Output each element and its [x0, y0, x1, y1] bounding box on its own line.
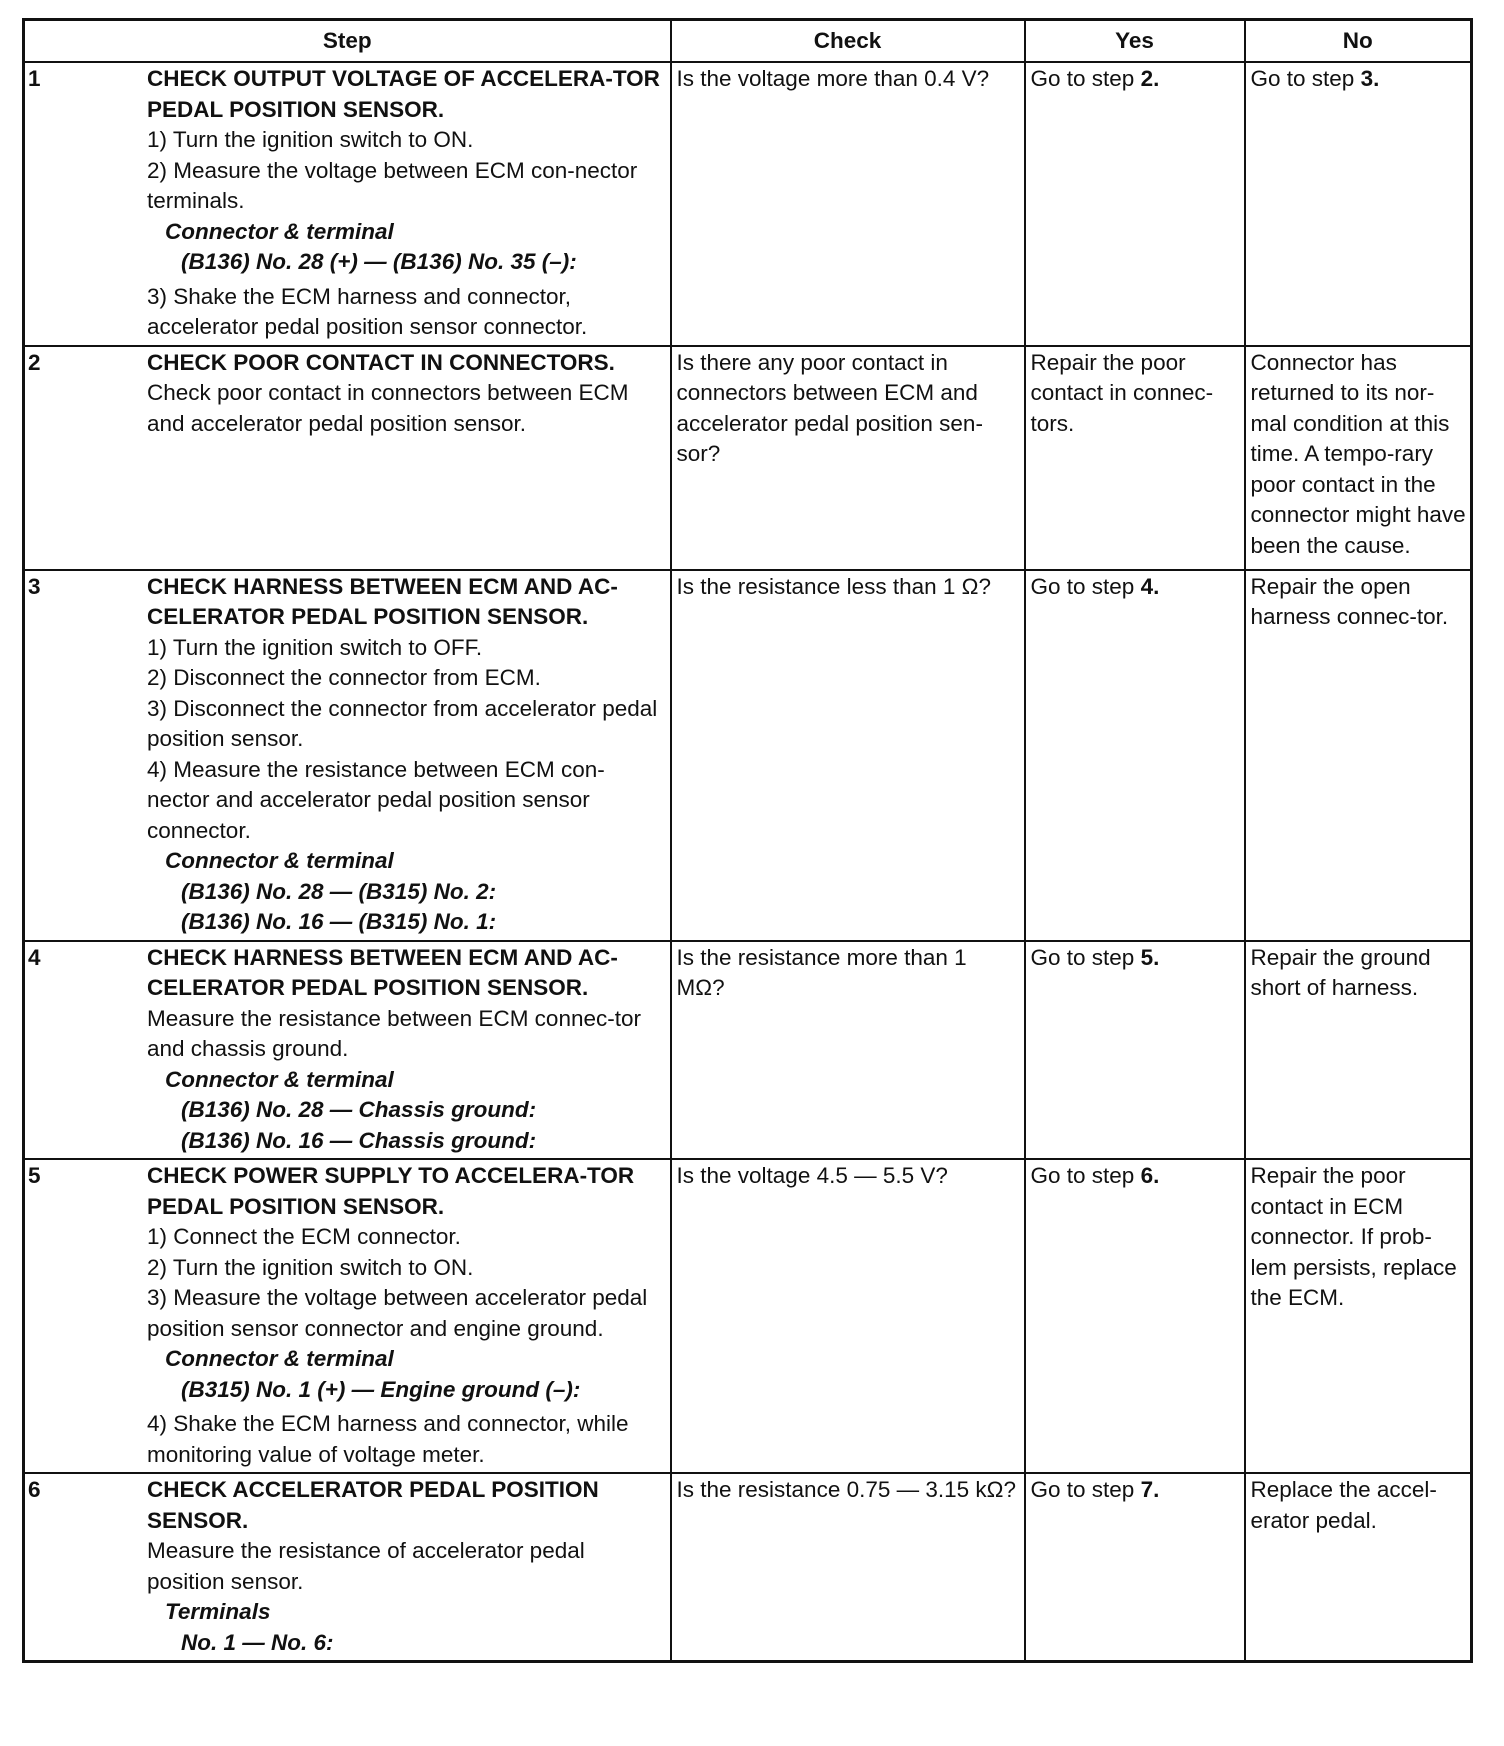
- step-cell: [24, 346, 671, 570]
- yes-cell: [1025, 1473, 1245, 1662]
- connector-terminal-label: Connector & terminal: [165, 1066, 394, 1092]
- connector-terminal-spec: (B136) No. 28 (+) — (B136) No. 35 (–):: [181, 249, 577, 274]
- header-no: No: [1245, 20, 1472, 63]
- step-title: CHECK POOR CONTACT IN CONNECTORS.: [147, 349, 615, 375]
- yes-step-ref: 4.: [1140, 573, 1160, 599]
- yes-step-ref: 5.: [1140, 944, 1160, 970]
- table-row: [24, 570, 1472, 941]
- table-row: [24, 346, 1472, 570]
- step-instruction: 4) Measure the resistance between ECM con-nector and accelerator pedal position sensor connector.: [147, 756, 605, 843]
- step-number: 2: [28, 349, 41, 375]
- no-text: Go to step: [1250, 66, 1361, 91]
- yes-text: Go to step: [1030, 1477, 1141, 1502]
- yes-cell: [1025, 570, 1245, 941]
- no-cell: Connector has returned to its nor-mal condition at this time. A tempo-rary poor contact in the connector might have been the cause.: [1245, 346, 1472, 570]
- step-instruction: 3) Disconnect the connector from accelerator pedal position sensor.: [147, 695, 658, 751]
- table-row: [24, 1159, 1472, 1473]
- step-cell: [24, 62, 671, 346]
- check-cell: Is the resistance less than 1 Ω?: [671, 570, 1025, 941]
- no-cell: [1245, 62, 1472, 346]
- step-instruction: 4) Shake the ECM harness and connector, while monitoring value of voltage meter.: [147, 1411, 629, 1467]
- step-title: CHECK POWER SUPPLY TO ACCELERA-TOR PEDAL POSITION SENSOR.: [147, 1163, 635, 1219]
- step-body: [147, 64, 666, 343]
- yes-text: Go to step: [1030, 944, 1141, 970]
- step-instruction: 1) Connect the ECM connector.: [147, 1224, 461, 1249]
- connector-terminal-label: Terminals: [165, 1599, 271, 1624]
- step-title: CHECK HARNESS BETWEEN ECM AND AC-CELERATOR PEDAL POSITION SENSOR.: [147, 573, 618, 629]
- step-cell: [24, 941, 671, 1160]
- diagnostic-table: [22, 18, 1473, 1663]
- step-body: [147, 943, 666, 1157]
- step-body: [147, 572, 666, 938]
- step-instruction: Measure the resistance of accelerator pedal position sensor.: [147, 1538, 585, 1594]
- connector-terminal-spec: (B136) No. 28 — Chassis ground:: [181, 1097, 537, 1122]
- check-cell: Is there any poor contact in connectors between ECM and accelerator pedal position sen-sor?: [671, 346, 1025, 570]
- step-cell: [24, 570, 671, 941]
- step-instruction: Measure the resistance between ECM connec-tor and chassis ground.: [147, 1005, 641, 1061]
- no-cell: Repair the ground short of harness.: [1245, 941, 1472, 1160]
- connector-terminal-label: Connector & terminal: [165, 848, 394, 873]
- yes-text: Go to step: [1030, 573, 1141, 599]
- connector-terminal-spec: (B136) No. 16 — Chassis ground:: [181, 1127, 537, 1153]
- step-instruction: 3) Measure the voltage between accelerator pedal position sensor connector and engine ground.: [147, 1285, 648, 1341]
- header-row: [24, 20, 1472, 63]
- step-instruction: 1) Turn the ignition switch to ON.: [147, 127, 474, 152]
- no-cell: Repair the open harness connec-tor.: [1245, 570, 1472, 941]
- connector-terminal-spec: (B315) No. 1 (+) — Engine ground (–):: [181, 1376, 581, 1402]
- header-check: Check: [671, 20, 1025, 63]
- step-cell: [24, 1159, 671, 1473]
- step-cell: [24, 1473, 671, 1662]
- yes-text: Go to step: [1030, 1163, 1141, 1188]
- connector-terminal-spec: No. 1 — No. 6:: [181, 1629, 334, 1655]
- connector-terminal-label: Connector & terminal: [165, 1346, 394, 1371]
- yes-cell: [1025, 62, 1245, 346]
- step-instruction: 2) Measure the voltage between ECM con-nector terminals.: [147, 157, 638, 213]
- table-body: [24, 62, 1472, 1662]
- no-cell: Repair the poor contact in ECM connector. If prob-lem persists, replace the ECM.: [1245, 1159, 1472, 1473]
- check-cell: Is the resistance 0.75 — 3.15 kΩ?: [671, 1473, 1025, 1662]
- yes-step-ref: 2.: [1140, 66, 1160, 91]
- connector-terminal-label: Connector & terminal: [165, 218, 394, 244]
- yes-step-ref: 6.: [1140, 1163, 1160, 1188]
- step-number: 1: [28, 66, 41, 91]
- step-instruction: 1) Turn the ignition switch to OFF.: [147, 634, 483, 660]
- yes-text: Go to step: [1030, 66, 1141, 91]
- step-body: [147, 348, 666, 440]
- step-title: CHECK ACCELERATOR PEDAL POSITION SENSOR.: [147, 1477, 599, 1533]
- step-number: 5: [28, 1163, 41, 1188]
- step-instruction: Check poor contact in connectors between ECM and accelerator pedal position sensor.: [147, 380, 629, 436]
- yes-cell: Repair the poor contact in connec-tors.: [1025, 346, 1245, 570]
- check-cell: Is the voltage more than 0.4 V?: [671, 62, 1025, 346]
- check-cell: Is the resistance more than 1 MΩ?: [671, 941, 1025, 1160]
- step-instruction: 2) Turn the ignition switch to ON.: [147, 1254, 474, 1280]
- step-title: CHECK HARNESS BETWEEN ECM AND AC-CELERATOR PEDAL POSITION SENSOR.: [147, 944, 618, 1000]
- step-number: 4: [28, 944, 41, 970]
- header-step: Step: [24, 20, 671, 63]
- yes-step-ref: 7.: [1140, 1477, 1160, 1502]
- table-row: [24, 62, 1472, 346]
- step-number: 3: [28, 573, 41, 599]
- yes-cell: [1025, 941, 1245, 1160]
- connector-terminal-spec: (B136) No. 28 — (B315) No. 2:: [181, 878, 497, 904]
- table-row: [24, 941, 1472, 1160]
- check-cell: Is the voltage 4.5 — 5.5 V?: [671, 1159, 1025, 1473]
- yes-cell: [1025, 1159, 1245, 1473]
- step-instruction: 3) Shake the ECM harness and connector, accelerator pedal position sensor connector.: [147, 283, 588, 339]
- table-row: [24, 1473, 1472, 1662]
- connector-terminal-spec: (B136) No. 16 — (B315) No. 1:: [181, 909, 497, 934]
- step-body: [147, 1475, 666, 1658]
- step-title: CHECK OUTPUT VOLTAGE OF ACCELERA-TOR PEDAL POSITION SENSOR.: [147, 66, 660, 122]
- no-step-ref: 3.: [1360, 66, 1380, 91]
- step-body: [147, 1161, 666, 1470]
- no-cell: Replace the accel-erator pedal.: [1245, 1473, 1472, 1662]
- step-instruction: 2) Disconnect the connector from ECM.: [147, 665, 541, 690]
- header-yes: Yes: [1025, 20, 1245, 63]
- step-number: 6: [28, 1477, 41, 1502]
